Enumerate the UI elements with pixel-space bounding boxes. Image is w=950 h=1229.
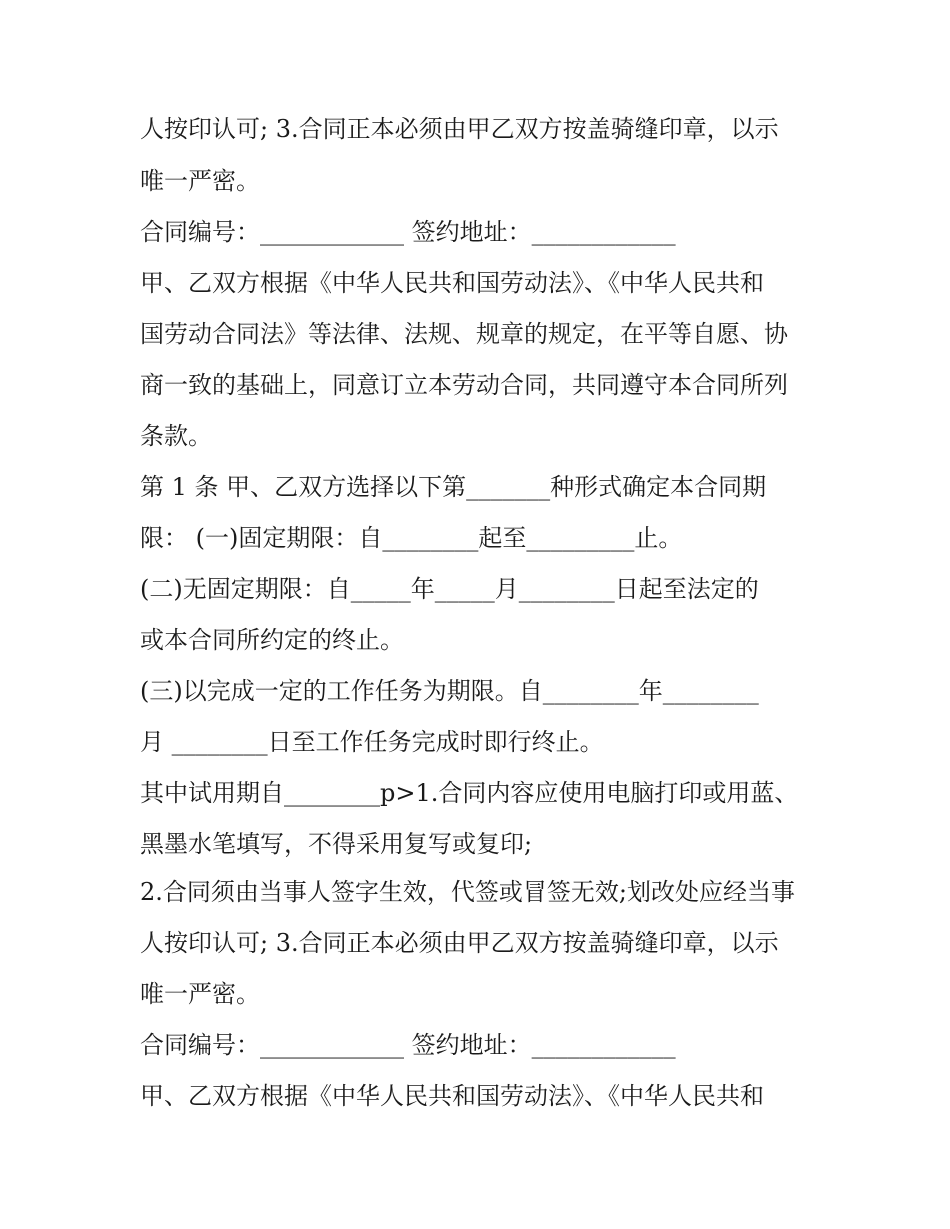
text-line: 条款。 [140, 422, 212, 450]
text-line: 甲、乙双方根据《中华人民共和国劳动法》、《中华人民共和 [140, 269, 764, 297]
text-line: 黑墨水笔填写，不得采用复写或复印; [140, 830, 533, 858]
text-line: (三)以完成一定的工作任务为期限。自________年________ [140, 677, 759, 705]
text-line: 其中试用期自________p>1.合同内容应使用电脑打印或用蓝、 [140, 779, 799, 807]
text-line: 甲、乙双方根据《中华人民共和国劳动法》、《中华人民共和 [140, 1082, 764, 1110]
text-line: 或本合同所约定的终止。 [140, 626, 404, 654]
text-line: 商一致的基础上，同意订立本劳动合同，共同遵守本合同所列 [140, 371, 788, 399]
text-line: 2.合同须由当事人签字生效，代签或冒签无效;划改处应经当事 [140, 878, 795, 906]
text-line: (二)无固定期限：自_____年_____月________日起至法定的 [140, 575, 759, 603]
text-line: 月 ________日至工作任务完成时即行终止。 [140, 728, 604, 756]
text-line: 国劳动合同法》等法律、法规、规章的规定，在平等自愿、协 [140, 320, 788, 348]
text-line: 合同编号：____________ 签约地址：____________ [140, 1031, 676, 1059]
text-line: 人按印认可; 3.合同正本必须由甲乙双方按盖骑缝印章，以示 [140, 929, 779, 957]
text-line: 限： (一)固定期限：自________起至_________止。 [140, 524, 683, 552]
text-line: 第 1 条 甲、乙双方选择以下第_______种形式确定本合同期 [140, 473, 767, 501]
text-line: 人按印认可; 3.合同正本必须由甲乙双方按盖骑缝印章，以示 [140, 115, 779, 143]
text-line: 唯一严密。 [140, 167, 260, 195]
text-line: 唯一严密。 [140, 980, 260, 1008]
text-line: 合同编号：____________ 签约地址：____________ [140, 218, 676, 246]
